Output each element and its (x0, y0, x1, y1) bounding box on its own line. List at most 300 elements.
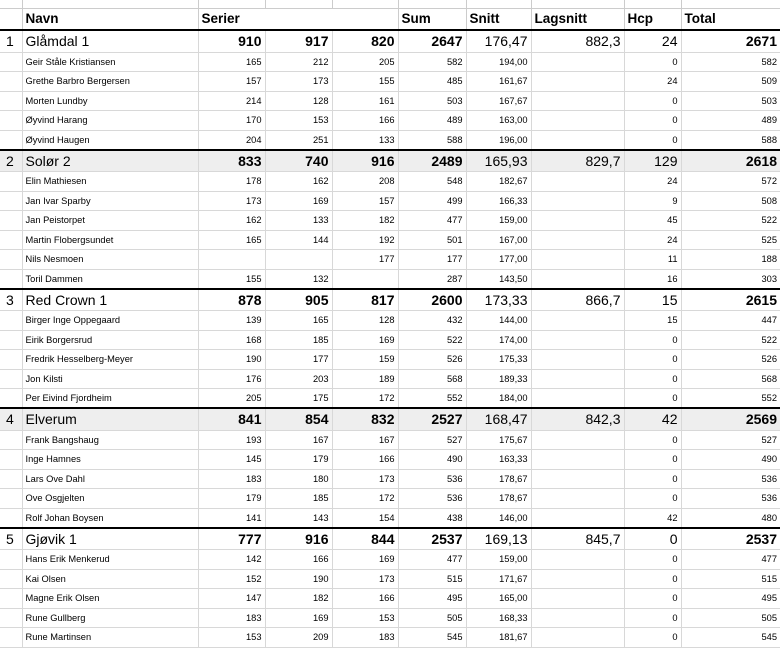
player-series-3 (332, 269, 398, 289)
player-total: 588 (681, 130, 780, 150)
player-name: Eirik Borgersrud (22, 330, 198, 350)
player-series-2: 251 (265, 130, 332, 150)
player-index-cell (0, 250, 22, 270)
player-total: 582 (681, 52, 780, 72)
player-sum: 477 (398, 211, 466, 231)
player-index-cell (0, 172, 22, 192)
team-sum: 2489 (398, 150, 466, 172)
player-total: 536 (681, 489, 780, 509)
player-lagsnitt-empty (531, 628, 624, 648)
player-series-1: 147 (198, 589, 265, 609)
team-series-3: 832 (332, 408, 398, 430)
team-total: 2615 (681, 289, 780, 311)
player-series-2: 143 (265, 508, 332, 528)
player-hcp: 0 (624, 130, 681, 150)
team-lagsnitt: 845,7 (531, 528, 624, 550)
player-hcp: 11 (624, 250, 681, 270)
player-row (0, 130, 780, 150)
team-lagsnitt: 829,7 (531, 150, 624, 172)
player-row (0, 608, 780, 628)
team-hcp: 129 (624, 150, 681, 172)
player-series-1: 193 (198, 430, 265, 450)
player-row (0, 269, 780, 289)
player-series-3: 153 (332, 608, 398, 628)
team-rank: 4 (0, 408, 22, 430)
player-series-1: 176 (198, 369, 265, 389)
player-lagsnitt-empty (531, 311, 624, 331)
player-lagsnitt-empty (531, 569, 624, 589)
player-total: 572 (681, 172, 780, 192)
team-hcp: 42 (624, 408, 681, 430)
player-series-1 (198, 250, 265, 270)
player-series-2: 190 (265, 569, 332, 589)
player-series-2: 173 (265, 72, 332, 92)
player-series-3: 161 (332, 91, 398, 111)
player-series-2: 128 (265, 91, 332, 111)
player-name: Grethe Barbro Bergersen (22, 72, 198, 92)
player-hcp: 0 (624, 608, 681, 628)
team-total: 2569 (681, 408, 780, 430)
player-hcp: 0 (624, 52, 681, 72)
player-name: Ove Osgjelten (22, 489, 198, 509)
player-snitt: 161,67 (466, 72, 531, 92)
player-series-2: 182 (265, 589, 332, 609)
player-sum: 545 (398, 628, 466, 648)
player-lagsnitt-empty (531, 72, 624, 92)
player-total: 545 (681, 628, 780, 648)
player-row (0, 91, 780, 111)
player-row (0, 250, 780, 270)
player-sum: 526 (398, 350, 466, 370)
player-hcp: 45 (624, 211, 681, 231)
player-series-3: 183 (332, 628, 398, 648)
player-series-1: 183 (198, 469, 265, 489)
player-index-cell (0, 269, 22, 289)
player-row (0, 191, 780, 211)
player-series-1: 145 (198, 450, 265, 470)
player-name: Toril Dammen (22, 269, 198, 289)
player-series-3: 173 (332, 469, 398, 489)
team-hcp: 0 (624, 528, 681, 550)
player-name: Nils Nesmoen (22, 250, 198, 270)
team-series-2: 905 (265, 289, 332, 311)
team-sum: 2600 (398, 289, 466, 311)
player-series-2: 177 (265, 350, 332, 370)
player-series-2: 167 (265, 430, 332, 450)
header-lagsnitt: Lagsnitt (531, 8, 624, 30)
player-lagsnitt-empty (531, 550, 624, 570)
player-snitt: 144,00 (466, 311, 531, 331)
player-series-3: 166 (332, 111, 398, 131)
team-series-3: 844 (332, 528, 398, 550)
player-hcp: 0 (624, 550, 681, 570)
player-row (0, 350, 780, 370)
player-hcp: 42 (624, 508, 681, 528)
player-index-cell (0, 369, 22, 389)
player-name: Elin Mathiesen (22, 172, 198, 192)
player-series-3: 133 (332, 130, 398, 150)
team-snitt: 165,93 (466, 150, 531, 172)
player-series-3: 205 (332, 52, 398, 72)
player-lagsnitt-empty (531, 608, 624, 628)
player-snitt: 159,00 (466, 550, 531, 570)
player-snitt: 168,33 (466, 608, 531, 628)
player-series-1: 141 (198, 508, 265, 528)
player-total: 505 (681, 608, 780, 628)
player-name: Martin Flobergsundet (22, 230, 198, 250)
team-series-1: 910 (198, 30, 265, 52)
player-total: 552 (681, 389, 780, 409)
player-total: 489 (681, 111, 780, 131)
player-sum: 477 (398, 550, 466, 570)
player-hcp: 24 (624, 172, 681, 192)
player-sum: 536 (398, 469, 466, 489)
player-lagsnitt-empty (531, 330, 624, 350)
player-series-1: 178 (198, 172, 265, 192)
player-hcp: 0 (624, 111, 681, 131)
player-series-3: 128 (332, 311, 398, 331)
player-index-cell (0, 469, 22, 489)
player-index-cell (0, 550, 22, 570)
player-index-cell (0, 130, 22, 150)
player-total: 303 (681, 269, 780, 289)
player-series-2: 185 (265, 330, 332, 350)
player-series-3: 177 (332, 250, 398, 270)
header-snitt: Snitt (466, 8, 531, 30)
player-lagsnitt-empty (531, 91, 624, 111)
player-total: 527 (681, 430, 780, 450)
player-series-3: 169 (332, 330, 398, 350)
player-hcp: 0 (624, 628, 681, 648)
player-series-3: 173 (332, 569, 398, 589)
player-row (0, 72, 780, 92)
player-hcp: 0 (624, 369, 681, 389)
header-serier: Serier (198, 8, 398, 30)
player-snitt: 194,00 (466, 52, 531, 72)
player-index-cell (0, 489, 22, 509)
team-series-1: 777 (198, 528, 265, 550)
player-name: Per Eivind Fjordheim (22, 389, 198, 409)
player-name: Hans Erik Menkerud (22, 550, 198, 570)
player-index-cell (0, 389, 22, 409)
team-row (0, 528, 780, 550)
team-series-2: 740 (265, 150, 332, 172)
player-hcp: 0 (624, 330, 681, 350)
player-total: 526 (681, 350, 780, 370)
player-hcp: 9 (624, 191, 681, 211)
player-lagsnitt-empty (531, 489, 624, 509)
player-series-3: 169 (332, 550, 398, 570)
player-row (0, 389, 780, 409)
player-sum: 177 (398, 250, 466, 270)
player-row (0, 52, 780, 72)
team-series-3: 916 (332, 150, 398, 172)
player-series-1: 142 (198, 550, 265, 570)
player-lagsnitt-empty (531, 589, 624, 609)
team-name: Gjøvik 1 (22, 528, 198, 550)
team-lagsnitt: 842,3 (531, 408, 624, 430)
player-lagsnitt-empty (531, 508, 624, 528)
player-series-1: 139 (198, 311, 265, 331)
player-total: 480 (681, 508, 780, 528)
player-row (0, 508, 780, 528)
player-row (0, 469, 780, 489)
player-snitt: 175,33 (466, 350, 531, 370)
player-snitt: 159,00 (466, 211, 531, 231)
player-sum: 527 (398, 430, 466, 450)
player-sum: 501 (398, 230, 466, 250)
player-snitt: 171,67 (466, 569, 531, 589)
player-sum: 495 (398, 589, 466, 609)
player-series-3: 157 (332, 191, 398, 211)
player-series-3: 189 (332, 369, 398, 389)
player-total: 477 (681, 550, 780, 570)
player-hcp: 16 (624, 269, 681, 289)
player-snitt: 163,00 (466, 111, 531, 131)
player-index-cell (0, 628, 22, 648)
player-hcp: 0 (624, 450, 681, 470)
player-index-cell (0, 311, 22, 331)
player-series-1: 170 (198, 111, 265, 131)
player-series-1: 165 (198, 230, 265, 250)
player-row (0, 211, 780, 231)
player-series-1: 179 (198, 489, 265, 509)
team-series-2: 854 (265, 408, 332, 430)
player-series-2: 212 (265, 52, 332, 72)
player-hcp: 24 (624, 230, 681, 250)
team-total: 2671 (681, 30, 780, 52)
player-snitt: 166,33 (466, 191, 531, 211)
player-name: Geir Ståle Kristiansen (22, 52, 198, 72)
team-name: Elverum (22, 408, 198, 430)
player-lagsnitt-empty (531, 250, 624, 270)
player-series-2: 153 (265, 111, 332, 131)
player-index-cell (0, 608, 22, 628)
player-series-1: 153 (198, 628, 265, 648)
player-row (0, 311, 780, 331)
player-index-cell (0, 430, 22, 450)
player-snitt: 178,67 (466, 489, 531, 509)
player-row (0, 230, 780, 250)
player-index-cell (0, 230, 22, 250)
team-rank: 2 (0, 150, 22, 172)
player-series-2: 133 (265, 211, 332, 231)
player-index-cell (0, 450, 22, 470)
player-series-2: 185 (265, 489, 332, 509)
player-name: Fredrik Hesselberg-Meyer (22, 350, 198, 370)
player-total: 568 (681, 369, 780, 389)
player-row (0, 369, 780, 389)
team-row (0, 408, 780, 430)
player-sum: 485 (398, 72, 466, 92)
player-total: 515 (681, 569, 780, 589)
player-total: 522 (681, 211, 780, 231)
player-sum: 515 (398, 569, 466, 589)
team-series-1: 878 (198, 289, 265, 311)
player-sum: 536 (398, 489, 466, 509)
top-strip-row (0, 0, 780, 8)
player-hcp: 0 (624, 469, 681, 489)
player-snitt: 143,50 (466, 269, 531, 289)
player-series-1: 183 (198, 608, 265, 628)
team-series-2: 916 (265, 528, 332, 550)
player-series-3: 154 (332, 508, 398, 528)
player-snitt: 177,00 (466, 250, 531, 270)
player-row (0, 569, 780, 589)
player-row (0, 589, 780, 609)
player-series-2: 132 (265, 269, 332, 289)
team-rank: 1 (0, 30, 22, 52)
player-index-cell (0, 211, 22, 231)
player-index-cell (0, 52, 22, 72)
player-series-3: 172 (332, 489, 398, 509)
player-name: Rolf Johan Boysen (22, 508, 198, 528)
player-hcp: 0 (624, 430, 681, 450)
player-row (0, 450, 780, 470)
player-series-1: 190 (198, 350, 265, 370)
player-snitt: 181,67 (466, 628, 531, 648)
player-name: Birger Inge Oppegaard (22, 311, 198, 331)
player-sum: 522 (398, 330, 466, 350)
player-series-2: 166 (265, 550, 332, 570)
team-name: Red Crown 1 (22, 289, 198, 311)
player-row (0, 111, 780, 131)
player-series-1: 168 (198, 330, 265, 350)
player-series-3: 159 (332, 350, 398, 370)
player-name: Jan Ivar Sparby (22, 191, 198, 211)
player-row (0, 172, 780, 192)
player-lagsnitt-empty (531, 430, 624, 450)
player-lagsnitt-empty (531, 130, 624, 150)
player-series-2: 203 (265, 369, 332, 389)
player-row (0, 550, 780, 570)
player-total: 188 (681, 250, 780, 270)
team-series-1: 841 (198, 408, 265, 430)
player-sum: 499 (398, 191, 466, 211)
player-series-1: 152 (198, 569, 265, 589)
header-row (0, 8, 780, 30)
player-lagsnitt-empty (531, 389, 624, 409)
team-series-2: 917 (265, 30, 332, 52)
player-total: 525 (681, 230, 780, 250)
player-series-1: 214 (198, 91, 265, 111)
player-series-3: 208 (332, 172, 398, 192)
player-index-cell (0, 191, 22, 211)
player-name: Morten Lundby (22, 91, 198, 111)
team-snitt: 176,47 (466, 30, 531, 52)
player-series-2: 180 (265, 469, 332, 489)
player-total: 495 (681, 589, 780, 609)
player-lagsnitt-empty (531, 191, 624, 211)
header-total: Total (681, 8, 780, 30)
player-hcp: 0 (624, 389, 681, 409)
team-sum: 2537 (398, 528, 466, 550)
player-snitt: 146,00 (466, 508, 531, 528)
team-series-3: 817 (332, 289, 398, 311)
team-total: 2618 (681, 150, 780, 172)
player-snitt: 182,67 (466, 172, 531, 192)
player-series-2: 169 (265, 608, 332, 628)
player-index-cell (0, 589, 22, 609)
player-total: 447 (681, 311, 780, 331)
player-sum: 568 (398, 369, 466, 389)
team-total: 2537 (681, 528, 780, 550)
player-series-2: 175 (265, 389, 332, 409)
header-sum: Sum (398, 8, 466, 30)
player-series-3: 192 (332, 230, 398, 250)
player-lagsnitt-empty (531, 350, 624, 370)
team-rank: 5 (0, 528, 22, 550)
team-sum: 2527 (398, 408, 466, 430)
player-row (0, 430, 780, 450)
team-name: Solør 2 (22, 150, 198, 172)
player-lagsnitt-empty (531, 172, 624, 192)
player-index-cell (0, 72, 22, 92)
player-snitt: 167,00 (466, 230, 531, 250)
player-sum: 505 (398, 608, 466, 628)
player-name: Rune Martinsen (22, 628, 198, 648)
player-sum: 438 (398, 508, 466, 528)
player-name: Kai Olsen (22, 569, 198, 589)
player-name: Frank Bangshaug (22, 430, 198, 450)
player-series-2: 162 (265, 172, 332, 192)
player-series-3: 166 (332, 589, 398, 609)
team-name: Glåmdal 1 (22, 30, 198, 52)
player-lagsnitt-empty (531, 469, 624, 489)
player-series-1: 157 (198, 72, 265, 92)
player-series-1: 155 (198, 269, 265, 289)
player-sum: 582 (398, 52, 466, 72)
player-index-cell (0, 330, 22, 350)
player-lagsnitt-empty (531, 269, 624, 289)
team-hcp: 24 (624, 30, 681, 52)
player-index-cell (0, 569, 22, 589)
header-navn: Navn (22, 8, 198, 30)
player-lagsnitt-empty (531, 52, 624, 72)
player-series-1: 205 (198, 389, 265, 409)
player-series-2 (265, 250, 332, 270)
player-hcp: 0 (624, 569, 681, 589)
player-lagsnitt-empty (531, 369, 624, 389)
player-lagsnitt-empty (531, 230, 624, 250)
player-total: 503 (681, 91, 780, 111)
player-snitt: 174,00 (466, 330, 531, 350)
player-series-1: 173 (198, 191, 265, 211)
player-total: 536 (681, 469, 780, 489)
player-hcp: 0 (624, 91, 681, 111)
player-lagsnitt-empty (531, 211, 624, 231)
player-row (0, 330, 780, 350)
player-series-1: 165 (198, 52, 265, 72)
team-rank: 3 (0, 289, 22, 311)
team-lagsnitt: 866,7 (531, 289, 624, 311)
player-name: Inge Hamnes (22, 450, 198, 470)
player-snitt: 165,00 (466, 589, 531, 609)
team-snitt: 168,47 (466, 408, 531, 430)
player-hcp: 0 (624, 489, 681, 509)
player-snitt: 163,33 (466, 450, 531, 470)
header-index-cell (0, 8, 22, 30)
player-series-2: 179 (265, 450, 332, 470)
player-index-cell (0, 111, 22, 131)
player-snitt: 184,00 (466, 389, 531, 409)
player-series-2: 165 (265, 311, 332, 331)
team-snitt: 169,13 (466, 528, 531, 550)
player-total: 508 (681, 191, 780, 211)
player-index-cell (0, 91, 22, 111)
player-lagsnitt-empty (531, 111, 624, 131)
player-hcp: 0 (624, 589, 681, 609)
